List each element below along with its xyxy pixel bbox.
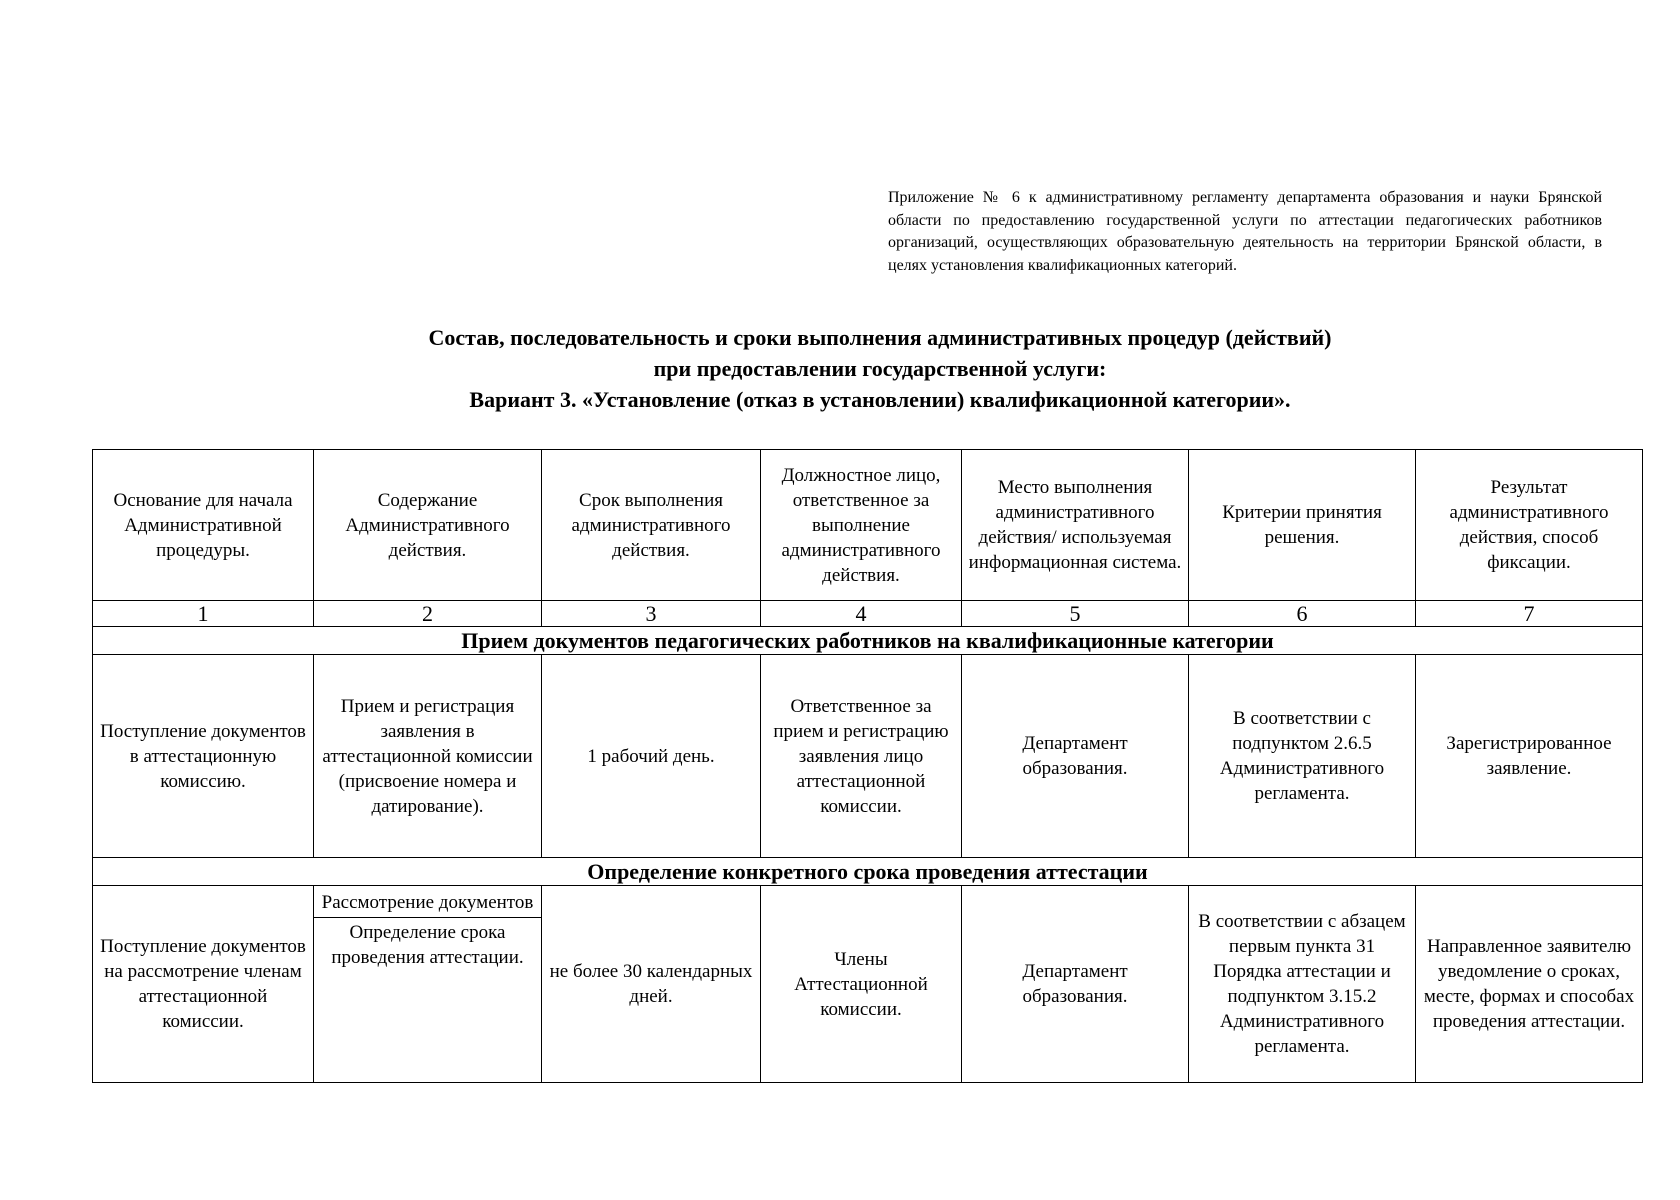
column-number: 7 bbox=[1416, 601, 1643, 627]
cell-basis: Поступление документов на рассмотрение членам аттестационной комиссии. bbox=[93, 886, 314, 1083]
cell-content-split bbox=[314, 886, 542, 1083]
section-header-row bbox=[93, 858, 1643, 886]
cell-result: Направленное заявителю уведомление о сроках, месте, формах и способах проведения аттестации. bbox=[1416, 886, 1643, 1083]
column-number: 5 bbox=[962, 601, 1189, 627]
column-number: 6 bbox=[1189, 601, 1416, 627]
cell-content-review bbox=[314, 886, 541, 918]
cell-term: не более 30 календарных дней. bbox=[542, 886, 761, 1083]
procedures-table bbox=[92, 449, 1643, 1083]
column-number: 4 bbox=[761, 601, 962, 627]
section-title-reception: Прием документов педагогических работников на квалификационные категории bbox=[93, 627, 1643, 655]
section-header-row bbox=[93, 627, 1643, 655]
column-number: 2 bbox=[314, 601, 542, 627]
header-cell-term: Срок выполнения административного действия. bbox=[542, 450, 761, 601]
cell-criteria: В соответствии с подпунктом 2.6.5 Административного регламента. bbox=[1189, 655, 1416, 858]
title-line-3: Вариант 3. «Установление (отказ в установлении) квалификационной категории». bbox=[469, 387, 1291, 412]
header-row bbox=[93, 450, 1643, 601]
header-cell-result: Результат административного действия, способ фиксации. bbox=[1416, 450, 1643, 601]
title-line-2: при предоставлении государственной услуги: bbox=[653, 356, 1107, 381]
cell-content: Прием и регистрация заявления в аттестационной комиссии (присвоение номера и датирование). bbox=[314, 655, 542, 858]
cell-official: Ответственное за прием и регистрацию заявления лицо аттестационной комиссии. bbox=[761, 655, 962, 858]
cell-criteria: В соответствии с абзацем первым пункта 31 Порядка аттестации и подпунктом 3.15.2 Административного регламента. bbox=[1189, 886, 1416, 1083]
header-cell-official: Должностное лицо, ответственное за выполнение административного действия. bbox=[761, 450, 962, 601]
column-number: 1 bbox=[93, 601, 314, 627]
cell-content-schedule-text: Определение срока проведения аттестации. bbox=[331, 922, 524, 968]
title-line-1: Состав, последовательность и сроки выполнения административных процедур (действий) bbox=[428, 325, 1332, 350]
table-row bbox=[93, 655, 1643, 858]
cell-term: 1 рабочий день. bbox=[542, 655, 761, 858]
cell-content-schedule bbox=[314, 918, 541, 1082]
column-number-row bbox=[93, 601, 1643, 627]
section-title-scheduling: Определение конкретного срока проведения аттестации bbox=[93, 858, 1643, 886]
header-cell-criteria: Критерии принятия решения. bbox=[1189, 450, 1416, 601]
cell-basis: Поступление документов в аттестационную комиссию. bbox=[93, 655, 314, 858]
header-cell-basis: Основание для начала Административной процедуры. bbox=[93, 450, 314, 601]
document-title bbox=[0, 322, 1680, 415]
cell-content-review-text: Рассмотрение документов bbox=[321, 892, 534, 913]
header-cell-content: Содержание Административного действия. bbox=[314, 450, 542, 601]
header-cell-place: Место выполнения административного действия/ используемая информационная система. bbox=[962, 450, 1189, 601]
appendix-note: Приложение № 6 к административному регламенту департамента образования и науки Брянской области по предоставлению государственной услуги по аттестации педагогических работников организаций, осуществляющих образовательную деятельность на территории Брянской области, в целях установления квалификационных категорий. bbox=[888, 189, 1602, 274]
cell-result: Зарегистрированное заявление. bbox=[1416, 655, 1643, 858]
column-number: 3 bbox=[542, 601, 761, 627]
cell-official: Члены Аттестационной комиссии. bbox=[761, 886, 962, 1083]
cell-place: Департамент образования. bbox=[962, 655, 1189, 858]
table-row bbox=[93, 886, 1643, 1083]
cell-place: Департамент образования. bbox=[962, 886, 1189, 1083]
